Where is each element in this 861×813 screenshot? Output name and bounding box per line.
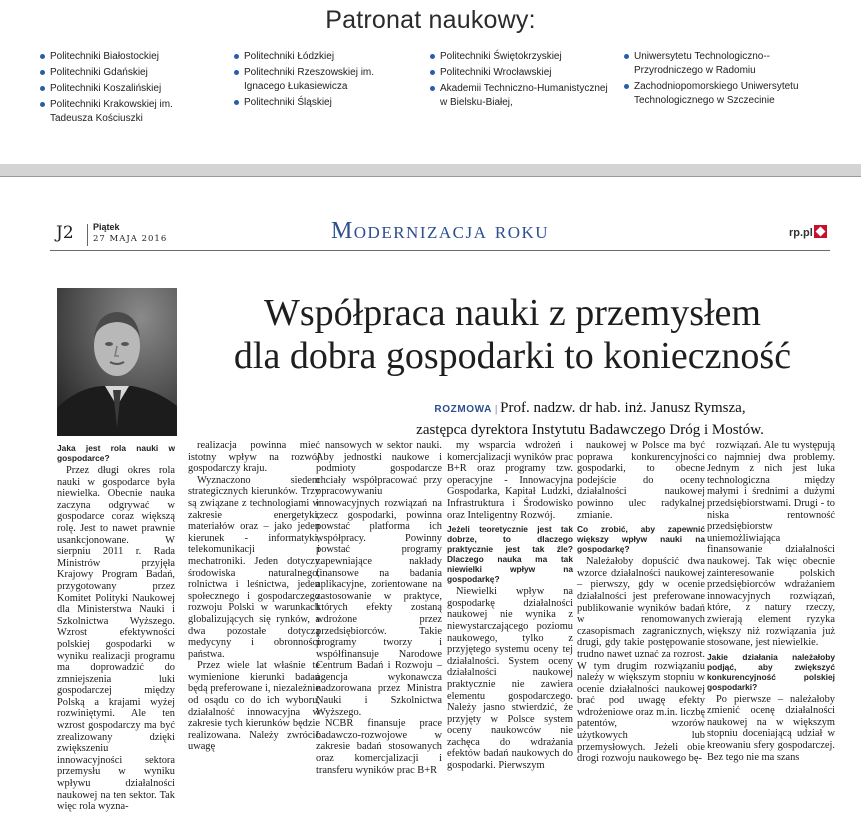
- patronage-column: [40, 50, 210, 128]
- article-paragraph: nansowych w sektor nauki. Aby jednostki naukowe i podmioty gospodarcze chciały współpracować przy opracowywaniu innowacyjnych rozwiązań na rzecz gospodarki, powinna powstać platforma ich współpracy. Powinny powstać programy zapewniające nakłady finansowe na badania aplikacyjne, zorientowane na zastosowanie w praktyce, których efekty zostaną wdrożone przez przedsiębiorców. Takie programy tworzy i współfinansuje Narodowe Centrum Badań i Rozwoju – agencja wykonawcza nadzorowana przez Ministra Nauki i Szkolnictwa Wyższego.: [316, 440, 442, 718]
- patronage-item: [40, 98, 210, 126]
- patronage-item: [40, 82, 210, 96]
- article-paragraph: realizacja powinna mieć istotny wpływ na rozwój gospodarczy kraju.: [188, 440, 320, 475]
- patronage-item: [430, 50, 608, 64]
- interview-question: Jeżeli teoretycznie jest tak dobrze, to dlaczego praktycznie jest tak źle? Dlaczego nauka ma tak niewielki wpływ na gospodarkę?: [447, 524, 573, 585]
- patronage-item: [234, 66, 414, 94]
- article-column: [447, 440, 573, 772]
- patronage-item: [234, 50, 414, 64]
- patronage-item-label: Politechniki Gdańskiej: [50, 67, 148, 78]
- bullet-icon: [430, 70, 435, 75]
- patronage-item-label: Politechniki Wrocławskiej: [440, 67, 552, 78]
- page-number: J2: [56, 223, 74, 243]
- patronage-title: Patronat naukowy:: [325, 6, 536, 34]
- portrait-photo: [57, 288, 177, 436]
- bullet-icon: [624, 84, 629, 89]
- article-paragraph: Po pierwsze – należałoby zmienić ocenę działalności naukowej na w większym stopniu doceniającą udział w kreowaniu sfery gospodarczej. Bez tego nie ma szans: [707, 693, 835, 763]
- headline-line: Współpraca nauki z przemysłem: [264, 292, 761, 334]
- patronage-item: [624, 50, 802, 78]
- patronage-item-label: Uniwersytetu Technologiczno--Przyrodniczego w Radomiu: [634, 51, 770, 76]
- patronage-item-label: Akademii Techniczno-Humanistycznej w Bielsku-Białej,: [440, 83, 608, 108]
- bullet-icon: [234, 70, 239, 75]
- interview-question: Jakie działania należałoby podjąć, aby zwiększyć konkurencyjność polskiej gospodarki?: [707, 651, 835, 692]
- bullet-icon: [40, 102, 45, 107]
- article-column: [316, 440, 442, 776]
- bullet-icon: [40, 54, 45, 59]
- article-paragraph: Przez długi okres rola nauki w gospodarce była niewielka. Obecnie nauka zaczyna odgrywać w gospodarce coraz większą rolę. Jest to nawet prawnie usankcjonowane. W sierpniu 2011 r. Rada Ministrów przyjęła Krajowy Program Badań, przygotowany przez Komitet Polityki Naukowej dla Ministerstwa Nauki i Szkolnictwa Wyższego. Wzrost efektywności polskiej gospodarki w wyniku realizacji programu ma doprowadzić do zmniejszenia luki gospodarczej między Polską a krajami wyżej rozwiniętymi. Ale ten wzrost gospodarczy ma być zrealizowany dzięki zwiększeniu innowacyjności sektora przemysłu w wyniku wpływu działalności naukowej na ten sektor. Tak więc rola wyzna-: [57, 465, 175, 813]
- patronage-column: [234, 50, 414, 112]
- bullet-icon: [40, 70, 45, 75]
- interview-question: Co zrobić, aby zapewnić większy wpływ nauki na gospodarkę?: [577, 524, 705, 555]
- patronage-item-label: Politechniki Łódzkiej: [244, 51, 335, 62]
- patronage-item: [234, 96, 414, 110]
- patronage-item: [40, 66, 210, 80]
- interviewee-position: zastępca dyrektora Instytutu Badawczego Dróg i Mostów.: [416, 422, 764, 438]
- bullet-icon: [430, 54, 435, 59]
- patronage-item-label: Zachodniopomorskiego Uniwersytetu Technologicznego w Szczecinie: [634, 81, 799, 106]
- bullet-icon: [430, 86, 435, 91]
- patronage-item: [430, 82, 608, 110]
- article-column: [707, 440, 835, 763]
- page-number-separator: [87, 224, 88, 246]
- byline-separator: |: [494, 403, 498, 415]
- article-paragraph: rozwiązań. Ale tu występują co najmniej dwa problemy. Jednym z nich jest luka technologiczna między małymi i średnimi a dużymi przedsiębiorstwami. Drugi - to niska rentowność przedsiębiorstw uniemożliwiająca finansowanie działalności naukowej. Tak więc obecnie zainteresowanie polskich przedsiębiorców wdrażaniem innowacyjnych rozwiązań, które, z natury rzeczy, zwierają element ryzyka większy niż rozwiązania już stosowane, jest niewielkie.: [707, 440, 835, 649]
- section-divider-line: [0, 176, 861, 177]
- patronage-item-label: Politechniki Koszalińskiej: [50, 83, 162, 94]
- header-rule: [50, 250, 830, 251]
- date-label: 27 MAJA 2016: [93, 234, 168, 244]
- interview-question: Jaka jest rola nauki w gospodarce?: [57, 443, 175, 463]
- patronage-item-label: Politechniki Białostockiej: [50, 51, 159, 62]
- section-title: Modernizacja roku: [330, 218, 550, 244]
- bullet-icon: [40, 86, 45, 91]
- interviewee-name: Prof. nadzw. dr hab. inż. Janusz Rymsza,: [500, 400, 746, 416]
- bullet-icon: [234, 100, 239, 105]
- patronage-item-label: Politechniki Śląskiej: [244, 97, 332, 108]
- article-paragraph: Wyznaczono siedem strategicznych kierunków. Trzy są związane z technologiami w zakresie energetyki, materiałów oraz – jako jeden kierunek - informatyki, telekomunikacji i mechatroniki. Jeden dotyczy środowiska naturalnego, rolnictwa i leśnictwa, jeden społecznego i gospodarczego rozwoju Polski w warunkach globalizujących się rynków, a dwa pozostałe dotyczą medycyny i obronności państwa.: [188, 474, 320, 660]
- article-column: [577, 440, 705, 765]
- headline-line: dla dobra gospodarki to konieczność: [233, 335, 792, 377]
- article-byline: [350, 398, 830, 440]
- section-divider: [0, 164, 861, 176]
- patronage-item-label: Politechniki Rzeszowskiej im. Ignacego Łukasiewicza: [244, 67, 375, 92]
- patronage-item: [624, 80, 802, 108]
- bullet-icon: [234, 54, 239, 59]
- article-column: [57, 440, 175, 813]
- article-paragraph: Należałoby dopuścić dwa wzorce działalności naukowej – pierwszy, gdy w ocenie działalności jest preferowane publikowanie wyników badań w renomowanych czasopismach zagranicznych, drugi, gdy takie postępowanie trudno nawet uznać za rozrost. W tym drugim rozwiązaniu należy w większym stopniu w ocenie działalności naukowej brać pod uwagę efekty wdrożeniowe oraz m.in. liczbę patentów, wzorów użytkowych lub przemysłowych. Jeżeli obie drogi rozwoju naukowego bę-: [577, 556, 705, 765]
- patronage-column: [430, 50, 608, 112]
- patronage-item: [430, 66, 608, 80]
- byline-first-line: [350, 398, 830, 420]
- article-headline: [190, 292, 835, 378]
- patronage-column: [624, 50, 802, 110]
- bullet-icon: [624, 54, 629, 59]
- article-paragraph: NCBR finansuje prace badawczo-rozwojowe w zakresie badań stosowanych oraz komercjalizacji i transferu wyników prac B+R: [316, 718, 442, 776]
- article-paragraph: Przez wiele lat właśnie te wymienione kierunki badań będą preferowane i, niezależnie od osądu co do ich wyboru, działalność innowacyjna w zakresie tych kierunków będzie realizowana. Należy zwrócić uwagę: [188, 660, 320, 753]
- article-paragraph: naukowej w Polsce ma być poprawa konkurencyjności gospodarki, to obecne podejście do oceny działalności naukowej powinno ulec radykalnej zmianie.: [577, 440, 705, 521]
- interview-tag: ROZMOWA: [434, 404, 492, 415]
- rp-logo-icon: [814, 225, 827, 238]
- article-column: [188, 440, 320, 753]
- article-paragraph: Niewielki wpływ na gospodarkę działalności naukowej nie wynika z niewystarczającego poziomu naukowego, tylko z przyjętego systemu oceny tej działalności. System oceny działalności naukowej praktycznie nie zawiera elementu gospodarczego. Należy jasno stwierdzić, że przyjęty w Polsce system oceny naukowców nie zachęca do wdrażania efektów badań naukowych do gospodarki. Pierwszym: [447, 586, 573, 772]
- patronage-item-label: Politechniki Krakowskiej im. Tadeusza Kościuszki: [50, 99, 173, 124]
- article-paragraph: my wsparcia wdrożeń i komercjalizacji wyników prac B+R oraz programy tzw. operacyjne - Innowacyjna Gospodarka, Kapitał Ludzki, Infrastruktura i Środowisko oraz Inteligentny Rozwój.: [447, 440, 573, 521]
- portrait-illustration: [57, 288, 177, 436]
- day-label: Piątek: [93, 222, 120, 232]
- patronage-item-label: Politechniki Świętokrzyskiej: [440, 51, 562, 62]
- patronage-item: [40, 50, 210, 64]
- rp-logo-text[interactable]: rp.pl: [789, 227, 813, 239]
